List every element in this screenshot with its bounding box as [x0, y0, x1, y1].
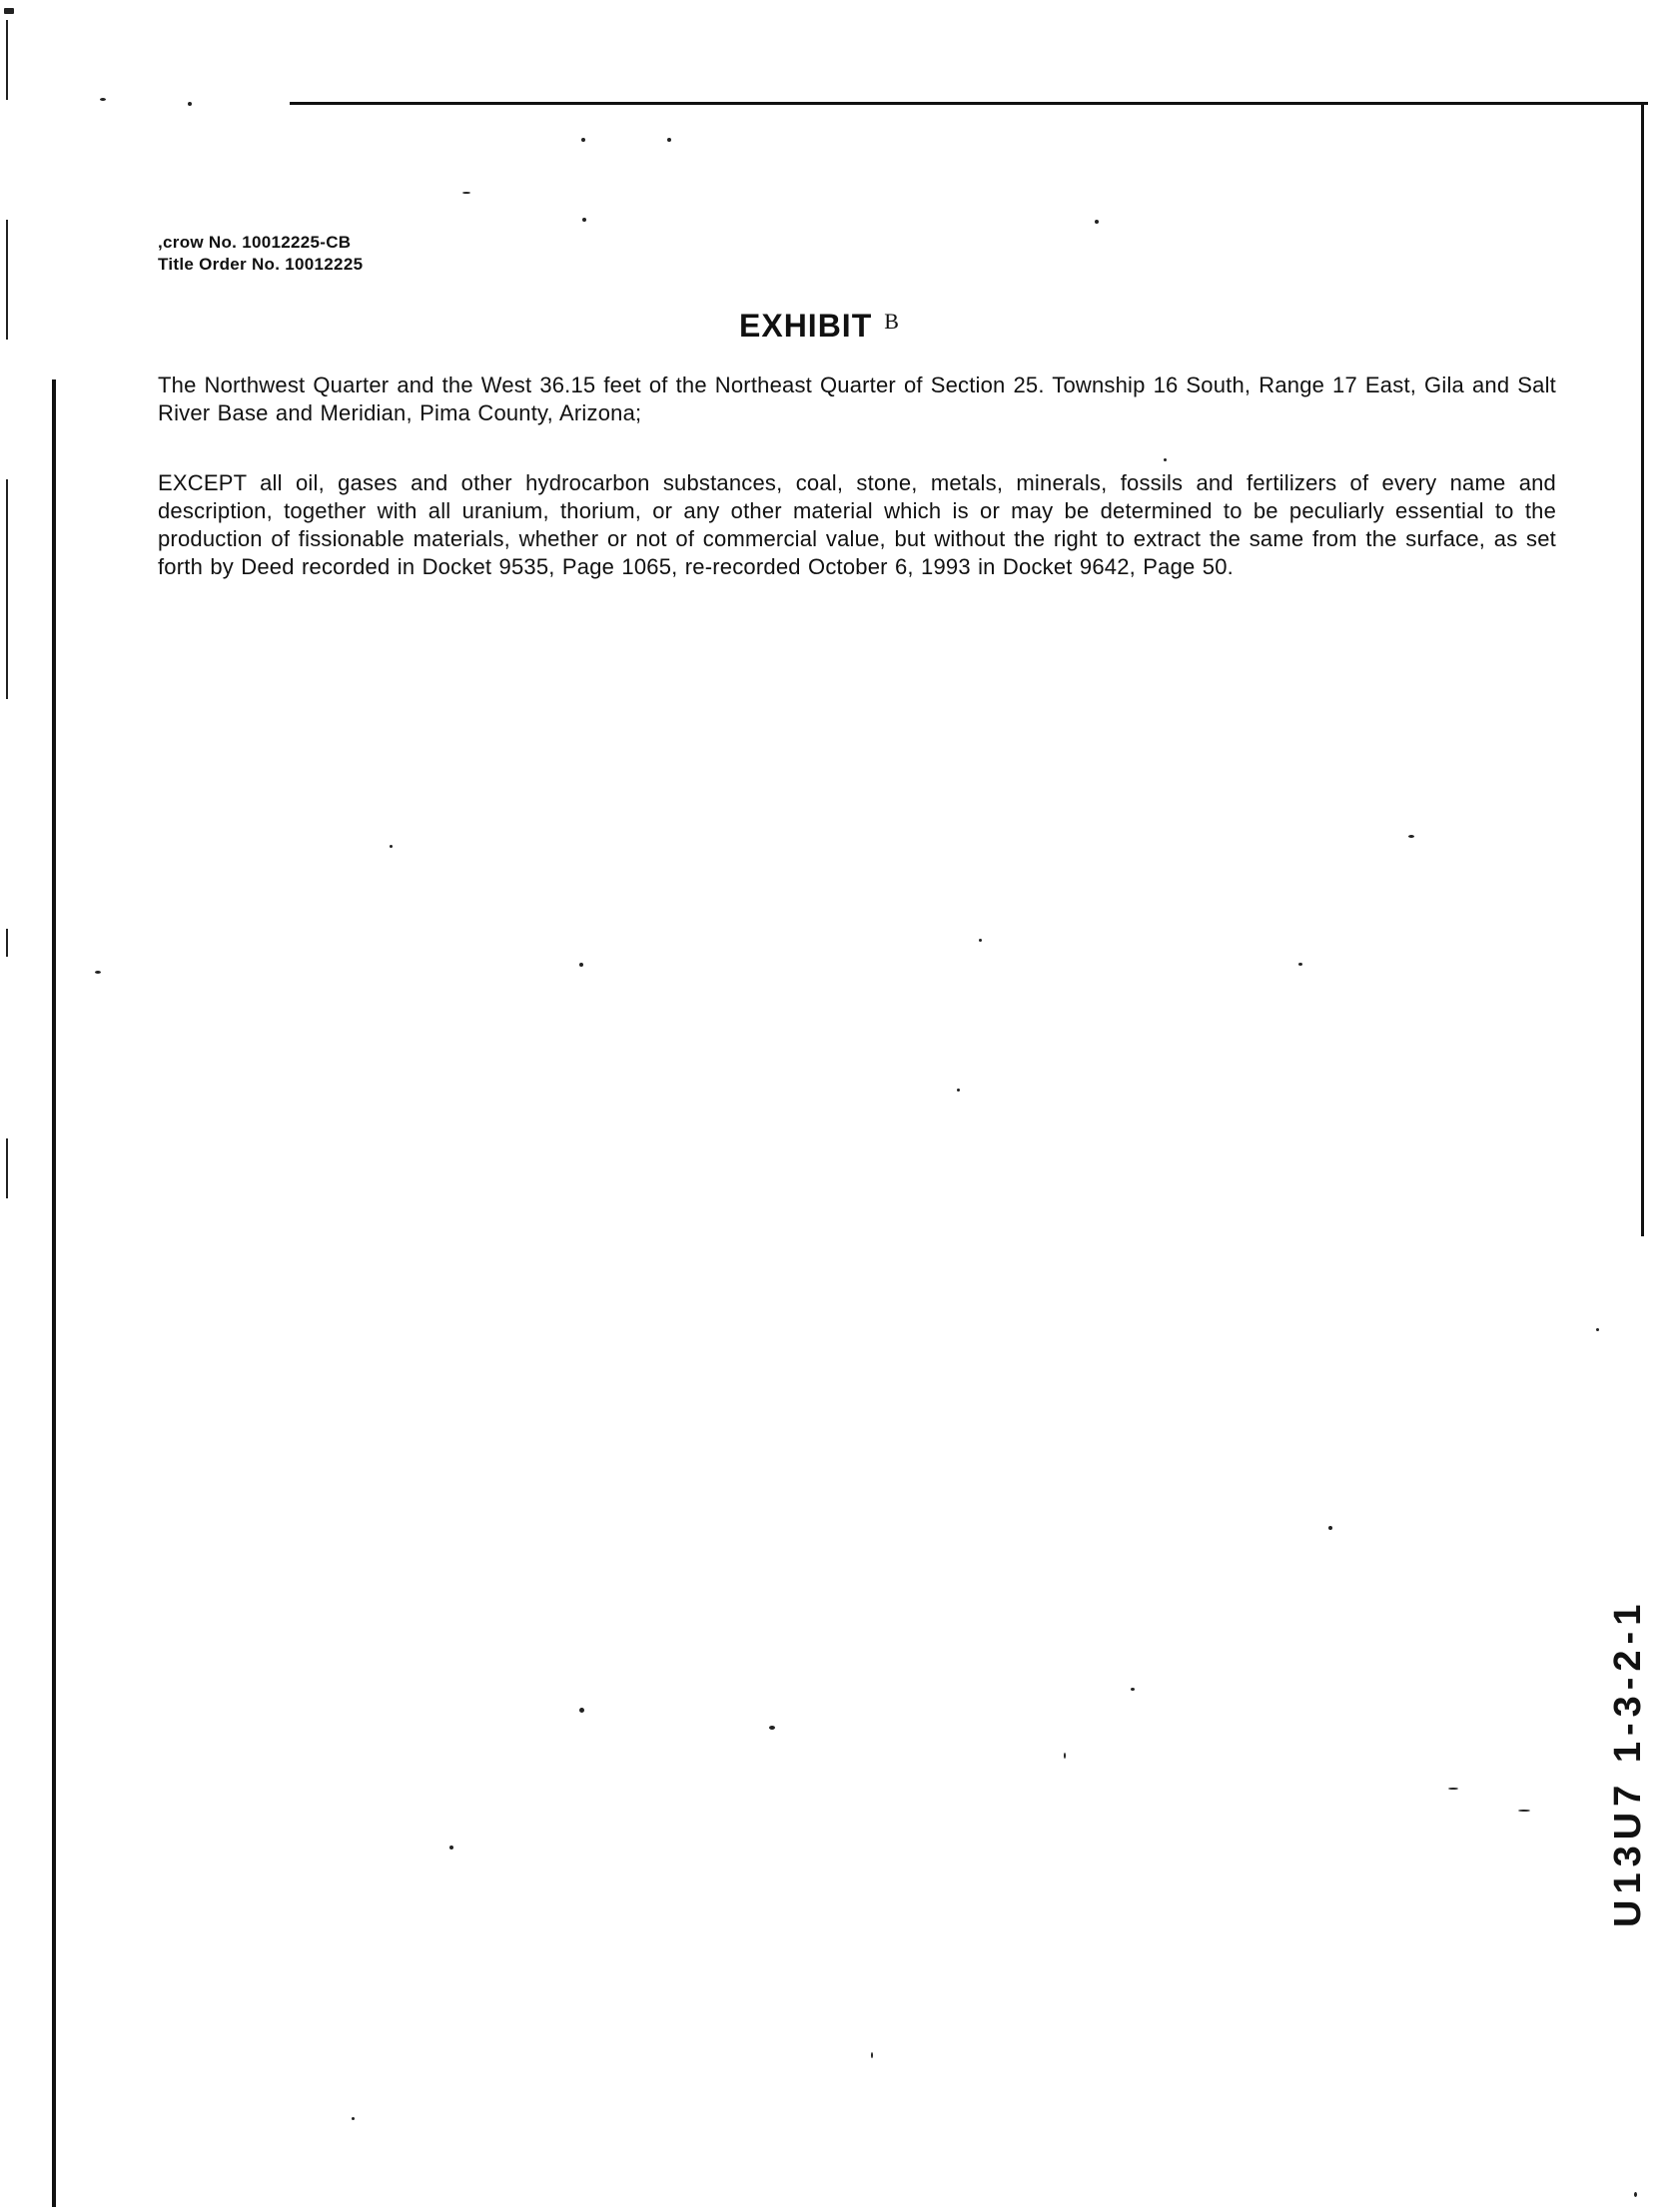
scan-edge-mark — [6, 220, 8, 340]
scan-edge-mark — [6, 929, 8, 957]
exception-paragraph: EXCEPT all oil, gases and other hydrocarbon substances, coal, stone, metals, minerals, fossils and fertilizers of every name and description, together with all uranium, thorium, or any other material which is or may be determined to be peculiarly essential to the production of fissionable materials, whether or not of commercial value, but without the right to extract the same from the surface, as set forth by Deed recorded in Docket 9535, Page 1065, re-recorded October 6, 1993 in Docket 9642, Page 50. — [158, 470, 1556, 579]
scan-border-right — [1641, 102, 1644, 1236]
scan-speck — [871, 2052, 873, 2058]
recording-stamp — [1603, 1583, 1663, 1927]
scan-speck — [579, 1708, 584, 1713]
scan-speck — [1408, 835, 1414, 838]
scan-speck — [1448, 1788, 1458, 1790]
exhibit-letter: B — [884, 309, 899, 334]
scan-speck — [957, 1089, 960, 1092]
scan-edge-mark — [6, 479, 8, 699]
scan-speck — [1164, 458, 1167, 461]
scan-border-top — [290, 102, 1648, 105]
scan-speck — [667, 138, 671, 142]
scan-speck — [1518, 1810, 1530, 1812]
scan-speck — [1095, 220, 1099, 224]
title-order-number: Title Order No. 10012225 — [158, 255, 364, 274]
scan-speck — [579, 963, 583, 967]
scan-speck — [390, 845, 393, 848]
scan-speck — [1131, 1688, 1135, 1691]
scan-speck — [1596, 1328, 1599, 1331]
scan-speck — [462, 192, 470, 194]
scan-speck — [95, 971, 101, 974]
exhibit-heading — [739, 308, 899, 345]
scan-speck — [188, 102, 192, 106]
scan-speck — [581, 138, 585, 142]
scan-speck — [4, 8, 14, 14]
scan-speck — [100, 98, 106, 101]
scan-edge-mark — [6, 1138, 8, 1198]
scan-speck — [449, 1845, 453, 1849]
legal-description-paragraph: The Northwest Quarter and the West 36.15 feet of the Northeast Quarter of Section 25. Township 16 South, Range 17 East, Gila and Salt River Base and Meridian, Pima County, Arizona; — [158, 372, 1556, 425]
scan-speck — [352, 2117, 355, 2120]
scan-speck — [1064, 1753, 1066, 1759]
escrow-number: ,crow No. 10012225-CB — [158, 233, 352, 252]
scan-speck — [1634, 2192, 1637, 2197]
scan-edge-mark — [6, 20, 8, 100]
exhibit-title: EXHIBIT — [739, 308, 873, 344]
scan-speck — [1298, 963, 1302, 966]
recording-stamp-number: U13U7 1-3-2-1 — [1607, 1598, 1649, 1927]
scan-border-left — [52, 379, 56, 2207]
scan-speck — [1328, 1526, 1332, 1530]
scan-speck — [582, 218, 586, 222]
scan-speck — [979, 939, 982, 942]
scan-speck — [769, 1726, 775, 1730]
order-reference-block — [158, 232, 363, 276]
